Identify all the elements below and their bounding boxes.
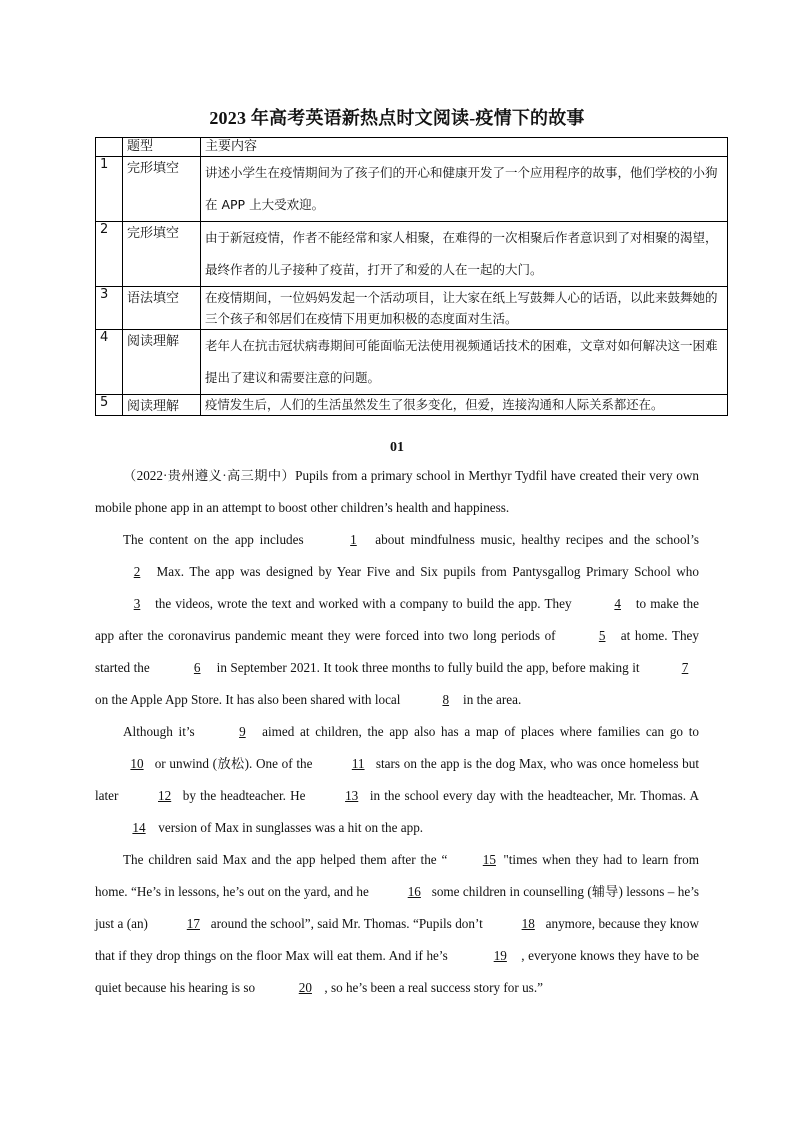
paragraph-text: at home. They started the: [95, 628, 699, 675]
blank-20[interactable]: 20: [298, 980, 312, 995]
paragraph-3: [95, 716, 699, 844]
row-content: 老年人在抗击冠状病毒期间可能面临无法使用视频通话技术的困难，文章对如何解决这一困难提出了建议和需要注意的问题。: [201, 330, 728, 395]
blank-19[interactable]: 19: [493, 948, 507, 963]
header-num: [96, 138, 123, 157]
paragraph-1: [95, 460, 699, 524]
paragraph-text: aimed at children, the app also has a map of places where families can go to: [256, 724, 699, 739]
page-title: 2023 年高考英语新热点时文阅读-疫情下的故事: [209, 108, 585, 128]
paragraph-text: in the school every day with the headteacher, Mr. Thomas. A: [365, 788, 699, 803]
row-num: 2: [96, 222, 123, 287]
table-row: [96, 330, 728, 395]
paragraph-text: the videos, wrote the text and worked with a company to build the app. They: [151, 596, 576, 611]
table-row: [96, 287, 728, 330]
blank-9[interactable]: 9: [239, 724, 246, 739]
paragraph-text: in September 2021. It took three months to fully build the app, before making it: [213, 660, 643, 675]
row-content: 疫情发生后，人们的生活虽然发生了很多变化，但爱，连接沟通和人际关系都还在。: [201, 395, 728, 416]
paragraph-text: Pupils from a primary school in Merthyr Tydfil have created their very own mobile phone app in an attempt to boost other children’s health and happiness.: [95, 468, 699, 515]
row-content: 在疫情期间，一位妈妈发起一个活动项目，让大家在纸上写鼓舞人心的话语，以此来鼓舞她的三个孩子和邻居们在疫情下用更加积极的态度面对生活。: [201, 287, 728, 330]
blank-10[interactable]: 10: [130, 756, 144, 771]
paragraph-text: Max. The app was designed by Year Five and Six pupils from Pantysgallog Primary School who: [151, 564, 699, 579]
blank-4[interactable]: 4: [614, 596, 621, 611]
blank-18[interactable]: 18: [521, 916, 535, 931]
blank-5[interactable]: 5: [598, 628, 606, 643]
cloze-passage: [95, 460, 699, 1004]
paragraph-text: stars on the app is the dog Max, who was once homeless but later: [95, 756, 699, 803]
paragraph-text: some children in counselling (辅导) lessons – he’s just a (an): [95, 884, 699, 931]
row-type: 语法填空: [123, 287, 201, 330]
row-type: 完形填空: [123, 222, 201, 287]
paragraph-text: The children said Max and the app helped them after the “: [123, 852, 448, 867]
blank-13[interactable]: 13: [345, 788, 359, 803]
blank-12[interactable]: 12: [158, 788, 172, 803]
row-num: 4: [96, 330, 123, 395]
row-content: 由于新冠疫情，作者不能经常和家人相聚，在难得的一次相聚后作者意识到了对相聚的渴望，最终作者的儿子接种了疫苗，打开了和爱的人在一起的大门。: [201, 222, 728, 287]
paragraph-text: version of Max in sunglasses was a hit on the app.: [155, 820, 424, 835]
table-row: [96, 395, 728, 416]
blank-17[interactable]: 17: [186, 916, 200, 931]
blank-16[interactable]: 16: [407, 884, 421, 899]
paragraph-text: to make the app after the coronavirus pandemic meant they were forced into two long periods of: [95, 596, 699, 643]
blank-11[interactable]: 11: [351, 756, 365, 771]
paragraph-text: on the Apple App Store. It has also been shared with local: [95, 692, 404, 707]
row-num: 5: [96, 395, 123, 416]
source-note: （2022·贵州遵义·高三期中）: [123, 468, 296, 483]
paragraph-text: in the area.: [459, 692, 522, 707]
blank-7[interactable]: 7: [681, 660, 689, 675]
paragraph-text: Although it’s: [123, 724, 201, 739]
blank-8[interactable]: 8: [442, 692, 450, 707]
row-num: 1: [96, 157, 123, 222]
header-content: 主要内容: [201, 138, 728, 157]
paragraph-text: around the school”, said Mr. Thomas. “Pupils don’t: [207, 916, 487, 931]
paragraph-text: anymore, because they know that if they drop things on the floor Max will eat them. And if he’s: [95, 916, 700, 963]
row-num: 3: [96, 287, 123, 330]
blank-1[interactable]: 1: [350, 532, 357, 547]
paragraph-text: "times when they had to learn from home. “He’s in lessons, he’s out on the yard, and he: [95, 852, 699, 899]
paragraph-4: [95, 844, 699, 1004]
blank-6[interactable]: 6: [193, 660, 201, 675]
blank-14[interactable]: 14: [132, 820, 146, 835]
paragraph-text: or unwind (放松). One of the: [151, 756, 317, 771]
blank-3[interactable]: 3: [133, 596, 141, 611]
row-type: 阅读理解: [123, 330, 201, 395]
paragraph-text: by the headteacher. He: [178, 788, 310, 803]
blank-2[interactable]: 2: [133, 564, 141, 579]
table-header-row: [96, 138, 728, 157]
paragraph-text: about mindfulness music, healthy recipes and the school’s: [369, 532, 699, 547]
table-row: [96, 157, 728, 222]
blank-15[interactable]: 15: [482, 852, 496, 867]
row-type: 完形填空: [123, 157, 201, 222]
paragraph-text: , so he’s been a real success story for us.”: [324, 980, 543, 995]
section-number: 01: [390, 440, 404, 455]
paragraph-2: [95, 524, 699, 716]
table-row: [96, 222, 728, 287]
row-content: 讲述小学生在疫情期间为了孩子们的开心和健康开发了一个应用程序的故事，他们学校的小狗在 APP 上大受欢迎。: [201, 157, 728, 222]
paragraph-text: The content on the app includes: [123, 532, 310, 547]
row-type: 阅读理解: [123, 395, 201, 416]
header-type: 题型: [123, 138, 201, 157]
summary-table: [95, 137, 728, 416]
paragraph-text: , everyone knows they have to be quiet because his hearing is so: [95, 948, 699, 995]
